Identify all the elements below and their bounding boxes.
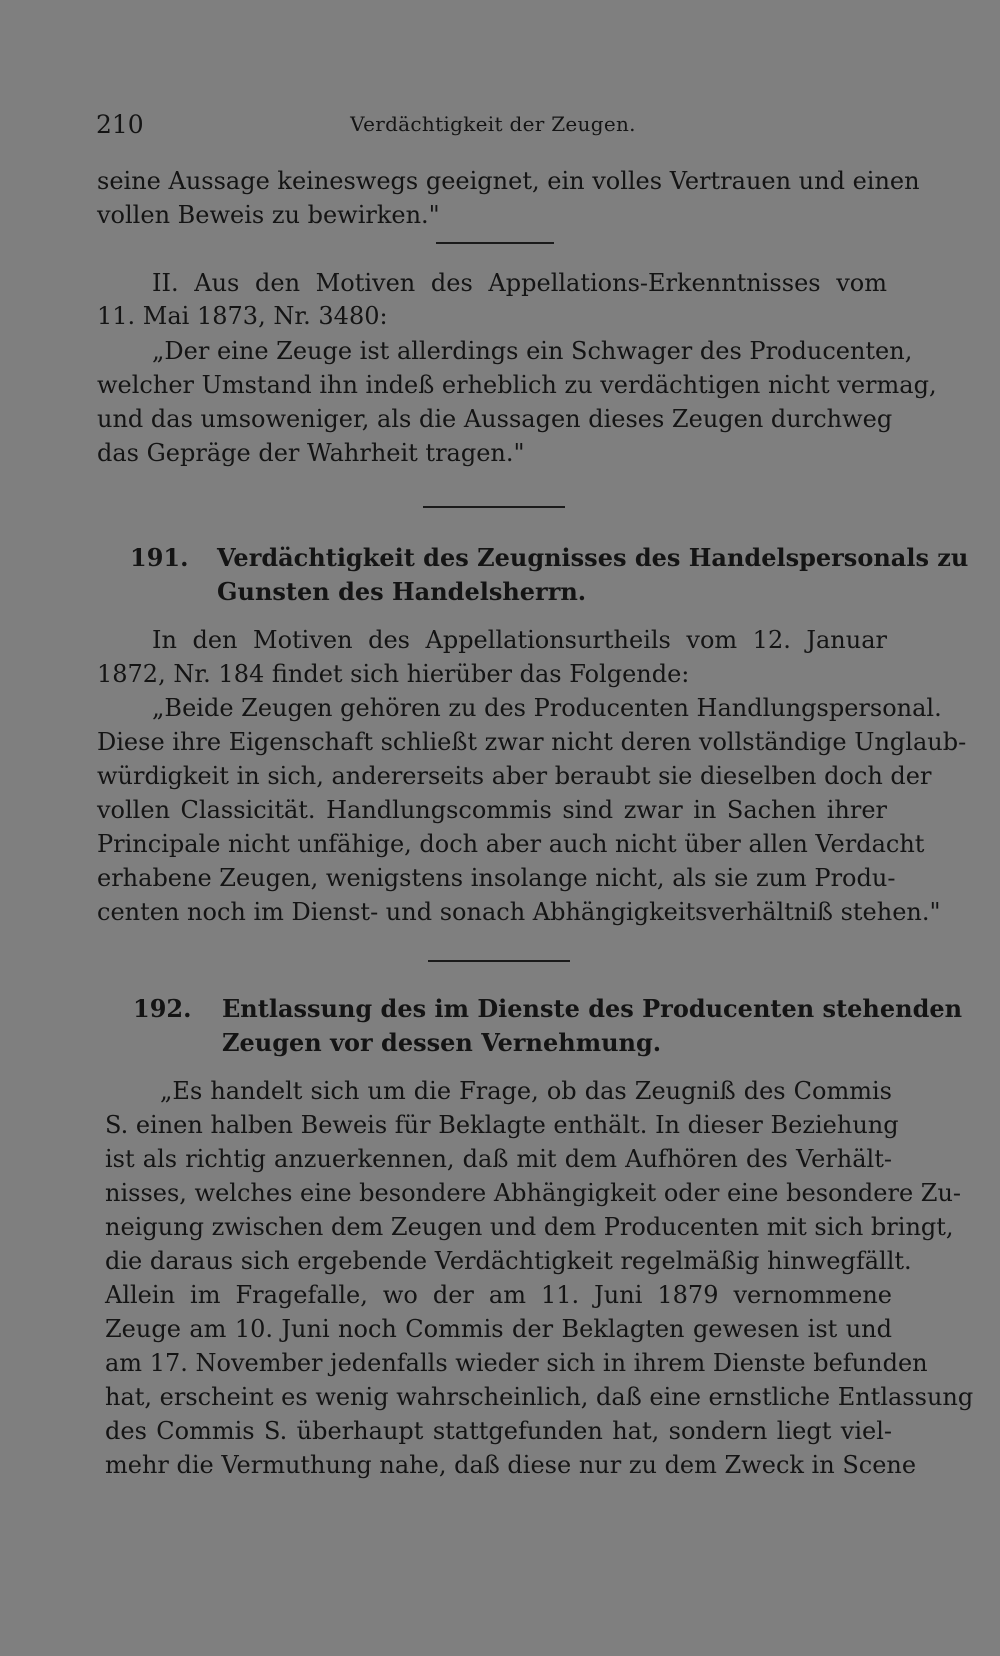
text-line: die daraus sich ergebende Verdächtigkeit regelmäßig hinwegfällt. (105, 1247, 912, 1275)
text-line: und das umsoweniger, als die Aussagen dieses Zeugen durchweg (97, 405, 893, 433)
text-line: „Beide Zeugen gehören zu des Producenten Handlungspersonal. (152, 694, 942, 722)
text-line: vollen Beweis zu bewirken." (97, 201, 440, 229)
text-line: „Der eine Zeuge ist allerdings ein Schwager des Producenten, (152, 337, 913, 365)
text-line: ist als richtig anzuerkennen, daß mit dem Aufhören des Verhält- (105, 1145, 892, 1173)
text-line: S. einen halben Beweis für Beklagte enthält. In dieser Beziehung (105, 1111, 899, 1139)
text-line: Allein im Fragefalle, wo der am 11. Juni 1879 vernommene (105, 1281, 892, 1309)
text-line: nisses, welches eine besondere Abhängigkeit oder eine besondere Zu- (105, 1179, 962, 1207)
text-line: 1872, Nr. 184 findet sich hierüber das Folgende: (97, 660, 690, 688)
text-line: neigung zwischen dem Zeugen und dem Producenten mit sich bringt, (105, 1213, 954, 1241)
text-line: II. Aus den Motiven des Appellations-Erkenntnisses vom (152, 269, 887, 297)
section-title: Gunsten des Handelsherrn. (217, 577, 587, 606)
text-line: 11. Mai 1873, Nr. 3480: (97, 302, 388, 330)
text-line: Diese ihre Eigenschaft schließt zwar nicht deren vollständige Unglaub- (97, 728, 967, 756)
section-title: Entlassung des im Dienste des Producenten stehenden (222, 994, 963, 1023)
text-line: würdigkeit in sich, andererseits aber beraubt sie dieselben doch der (97, 762, 932, 790)
text-line: In den Motiven des Appellationsurtheils vom 12. Januar (152, 626, 887, 654)
text-line: welcher Umstand ihn indeß erheblich zu verdächtigen nicht vermag, (97, 371, 937, 399)
text-line: vollen Classicität. Handlungscommis sind zwar in Sachen ihrer (97, 796, 887, 824)
text-line: mehr die Vermuthung nahe, daß diese nur zu dem Zweck in Scene (105, 1451, 917, 1479)
section-title: Verdächtigkeit des Zeugnisses des Handelspersonals zu (217, 543, 969, 572)
separator-rule (428, 960, 570, 962)
separator-rule (436, 242, 554, 244)
page-number: 210 (96, 110, 144, 139)
section-number: 191. (130, 543, 189, 572)
text-line: hat, erscheint es wenig wahrscheinlich, daß eine ernstliche Entlassung (105, 1383, 974, 1411)
text-line: Zeuge am 10. Juni noch Commis der Beklagten gewesen ist und (105, 1315, 892, 1343)
running-title: Verdächtigkeit der Zeugen. (350, 112, 636, 136)
section-number: 192. (133, 994, 192, 1023)
text-line: seine Aussage keineswegs geeignet, ein volles Vertrauen und einen (97, 167, 920, 195)
separator-rule (423, 506, 565, 508)
text-line: „Es handelt sich um die Frage, ob das Zeugniß des Commis (160, 1077, 892, 1105)
page-header (96, 110, 890, 144)
text-line: centen noch im Dienst- und sonach Abhängigkeitsverhältniß stehen." (97, 898, 941, 926)
text-line: erhabene Zeugen, wenigstens insolange nicht, als sie zum Produ- (97, 864, 896, 892)
text-line: Principale nicht unfähige, doch aber auch nicht über allen Verdacht (97, 830, 925, 858)
text-line: das Gepräge der Wahrheit tragen." (97, 439, 525, 467)
section-title: Zeugen vor dessen Vernehmung. (222, 1028, 662, 1057)
text-line: am 17. November jedenfalls wieder sich in ihrem Dienste befunden (105, 1349, 928, 1377)
text-line: des Commis S. überhaupt stattgefunden hat, sondern liegt viel- (105, 1417, 892, 1445)
